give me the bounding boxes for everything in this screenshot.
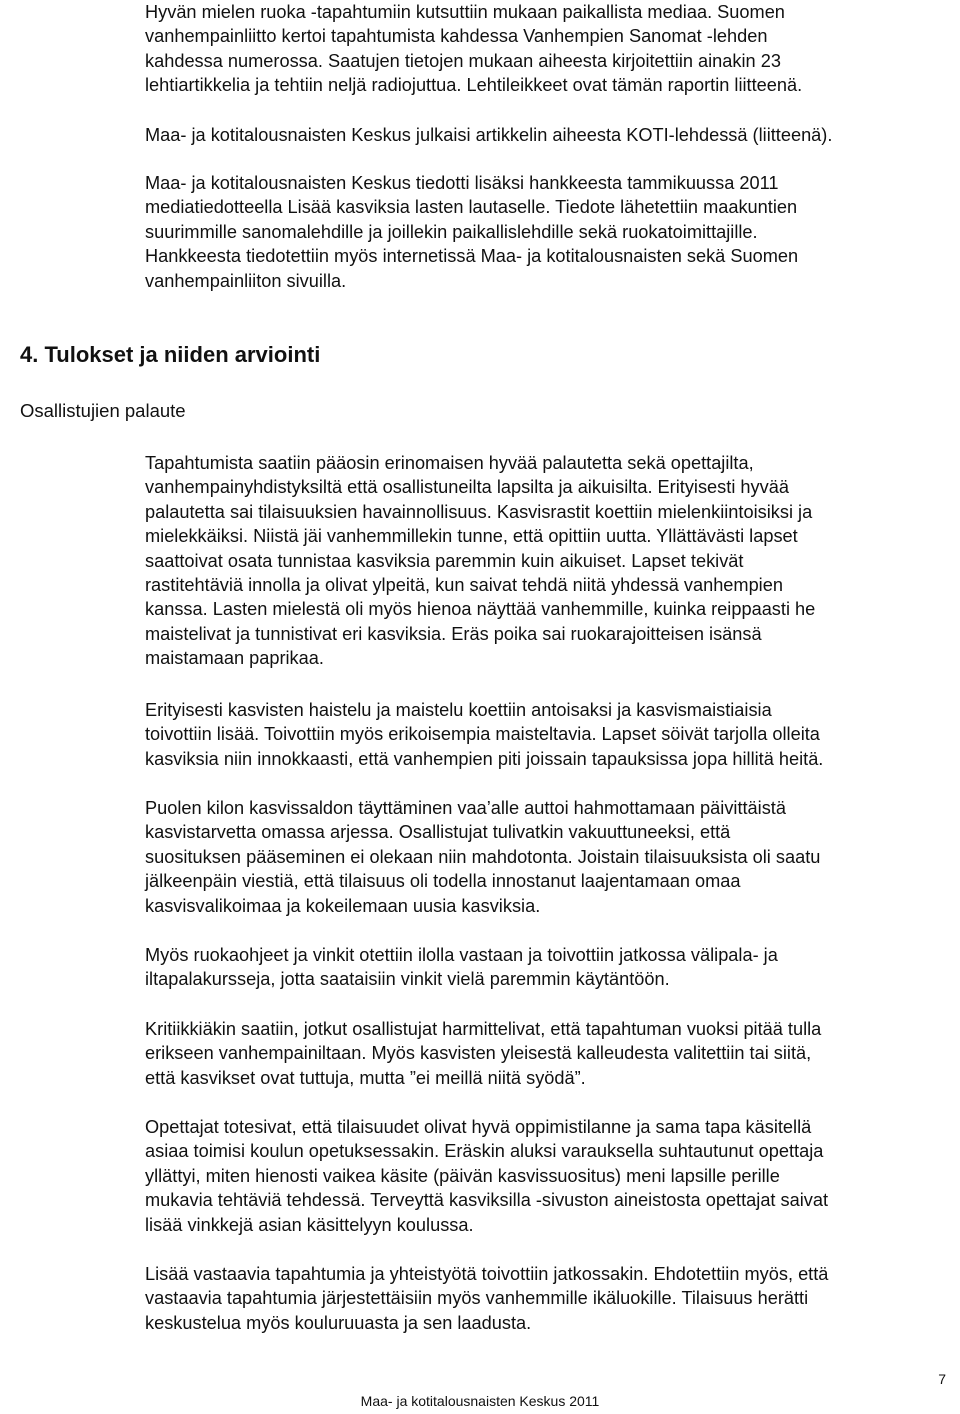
text-line: Myös ruokaohjeet ja vinkit otettiin ilolla vastaan ja toivottiin jatkossa välipala- ja: [145, 945, 778, 965]
text-line: kasviksia niin innokkaasti, että vanhempien piti joissain tapauksissa jopa hillitä heitä.: [145, 748, 824, 769]
text-line: suurimmille sanomalehdille ja joillekin paikallislehdille sekä ruokatoimittajille.: [145, 221, 758, 242]
text-line: mielekkäiksi. Niistä jäi vanhemmillekin tunne, että opittiin uutta. Yllättävästi lapset: [145, 526, 798, 547]
text-line: vastaavia tapahtumia järjestettäisiin myös vanhemmille ikäluokille. Tilaisuus herätti: [145, 1288, 809, 1309]
text-line: Lisää vastaavia tapahtumia ja yhteistyötä toivottiin jatkossakin. Ehdotettiin myös, että: [145, 1264, 829, 1284]
text-line: kasvisvalikoimaa ja kokeilemaan uusia kasviksia.: [145, 895, 541, 916]
feedback-paragraph-3: [145, 796, 945, 918]
section-heading: 4. Tulokset ja niiden arviointi: [20, 342, 321, 367]
text-line: vanhempainyhdistyksiltä että osallistuneilta lapsilta ja aikuisilta. Erityisesti hyvää: [145, 477, 789, 498]
text-line: rastitehtäviä innolla ja olivat ylpeitä, kun saivat tehdä niitä yhdessä vanhempien: [145, 575, 783, 596]
intro-paragraph-3: [145, 171, 945, 293]
text-line: yllättyi, miten hienosti vaikea käsite (päivän kasvissuositus) meni lapsille perille: [145, 1165, 780, 1186]
text-line: jälkeenpäin viestiä, että tilaisuus oli todella innostanut laajentamaan omaa: [145, 871, 741, 892]
text-line: Erityisesti kasvisten haistelu ja maistelu koettiin antoisaksi ja kasvismaistiaisia: [145, 700, 772, 720]
feedback-paragraph-5: [145, 1017, 945, 1090]
text-line: Hankkeesta tiedotettiin myös internetissä Maa- ja kotitalousnaisten sekä Suomen: [145, 246, 799, 267]
text-line: mediatiedotteella Lisää kasviksia lasten lautaselle. Tiedote lähetettiin maakuntien: [145, 197, 798, 218]
subsection-heading: Osallistujien palaute: [20, 400, 186, 421]
text-line: kanssa. Lasten mielestä oli myös hienoa näyttää vanhemmille, kuinka reippaasti he: [145, 599, 816, 620]
text-line: Maa- ja kotitalousnaisten Keskus tiedotti lisäksi hankkeesta tammikuussa 2011: [145, 173, 779, 193]
text-line: iltapalakursseja, jotta saataisiin vinkit vielä paremmin käytäntöön.: [145, 969, 670, 990]
footer-organization: Maa- ja kotitalousnaisten Keskus 2011: [360, 1393, 600, 1409]
text-line: saattoivat osata tunnistaa kasviksia paremmin kuin aikuiset. Lapset tekivät: [145, 550, 744, 571]
feedback-paragraph-2: [145, 698, 945, 771]
text-line: erikseen vanhempainiltaan. Myös kasvisten yleisestä kalleudesta valitettiin tai siitä,: [145, 1043, 812, 1064]
text-line: Kritiikkiäkin saatiin, jotkut osallistujat harmittelivat, että tapahtuman vuoksi pitää tulla: [145, 1019, 822, 1039]
intro-paragraph-2: [145, 123, 945, 147]
text-line: lehtiartikkelia ja tehtiin neljä radiojuttua. Lehtileikkeet ovat tämän raportin liitteenä.: [145, 75, 803, 96]
text-line: mukavia tehtäviä tehdessä. Terveyttä kasviksilla -sivuston aineistosta opettajat saivat: [145, 1190, 829, 1211]
text-line: Opettajat totesivat, että tilaisuudet olivat hyvä oppimistilanne ja sama tapa käsitellä: [145, 1117, 812, 1137]
text-line: että kasvikset ovat tuttuja, mutta ”ei meillä niitä syödä”.: [145, 1067, 586, 1088]
text-line: palautetta sai tilaisuuksien havainnollisuus. Kasvisrastit koettiin mielenkiintoisiksi ja: [145, 501, 813, 522]
intro-paragraph-1: [145, 0, 945, 98]
feedback-paragraph-6: [145, 1115, 945, 1237]
text-line: maistelivat ja tunnistivat eri kasviksia. Eräs poika sai ruokarajoitteisen isänsä: [145, 623, 762, 644]
text-line: suosituksen pääseminen ei olekaan niin mahdotonta. Joistain tilaisuuksista oli saatu: [145, 846, 821, 867]
text-line: vanhempainliitto kertoi tapahtumista kahdessa Vanhempien Sanomat -lehden: [145, 26, 768, 47]
text-line: Tapahtumista saatiin pääosin erinomaisen hyvää palautetta sekä opettajilta,: [145, 453, 754, 473]
text-line: Maa- ja kotitalousnaisten Keskus julkaisi artikkelin aiheesta KOTI-lehdessä (liitteenä).: [145, 125, 833, 145]
text-line: keskustelua myös kouluruuasta ja sen laadusta.: [145, 1312, 532, 1333]
feedback-paragraph-1: [145, 451, 945, 671]
text-line: Hyvän mielen ruoka -tapahtumiin kutsuttiin mukaan paikallista mediaa. Suomen: [145, 2, 785, 22]
feedback-paragraph-7: [145, 1262, 945, 1335]
text-line: toivottiin lisää. Toivottiin myös erikoisempia maisteltavia. Lapset söivät tarjolla olleita: [145, 724, 820, 745]
text-line: lisää vinkkejä asian käsittelyyn koulussa.: [145, 1214, 474, 1235]
text-line: asiaa toimisi koulun opetuksessakin. Eräskin aluksi varauksella suhtautunut opettaja: [145, 1141, 824, 1162]
text-line: maistamaan paprikaa.: [145, 648, 324, 669]
text-line: kahdessa numerossa. Saatujen tietojen mukaan aiheesta kirjoitettiin ainakin 23: [145, 50, 781, 71]
text-line: vanhempainliiton sivuilla.: [145, 270, 347, 291]
text-line: Puolen kilon kasvissaldon täyttäminen vaa’alle auttoi hahmottamaan päivittäistä: [145, 798, 786, 818]
page-number: 7: [938, 1371, 946, 1387]
feedback-paragraph-4: [145, 943, 945, 992]
text-line: kasvistarvetta omassa arjessa. Osallistujat tulivatkin vakuuttuneeksi, että: [145, 822, 731, 843]
